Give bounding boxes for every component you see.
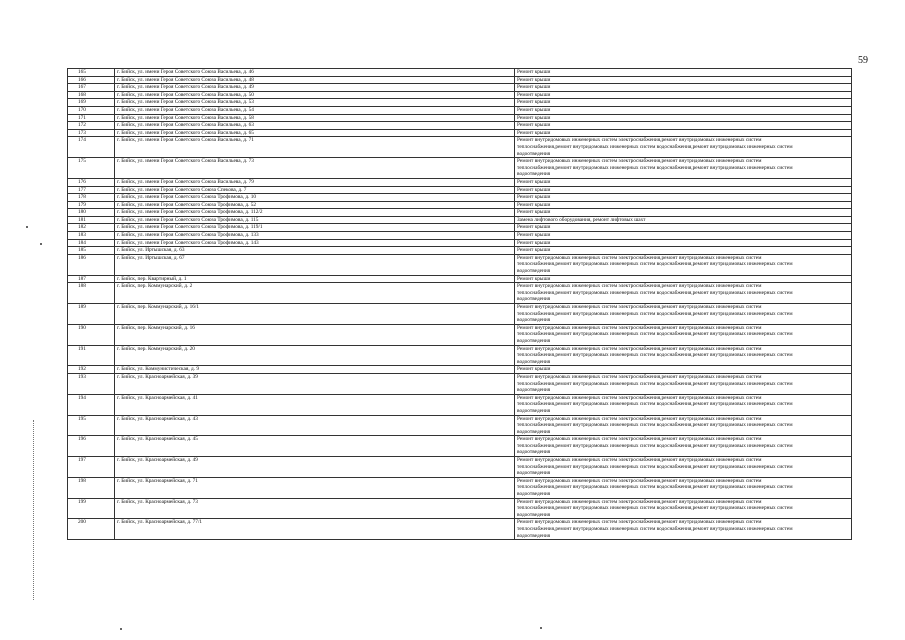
work-line: водоотведения xyxy=(517,449,551,456)
row-work-type xyxy=(515,129,852,137)
row-address: г. Бийск, ул. имени Героя Советского Союза Трофимова, д. 52 xyxy=(115,201,515,209)
row-number: 175 xyxy=(68,158,115,179)
table-row xyxy=(68,239,852,247)
work-line: Ремонт крыши xyxy=(517,91,551,98)
table-row xyxy=(68,366,852,374)
row-number: 170 xyxy=(68,106,115,114)
row-work-type xyxy=(515,201,852,209)
row-number: 180 xyxy=(68,209,115,217)
table-row xyxy=(68,69,852,77)
row-address: г. Бийск, ул. имени Героя Советского Союза Васильева, д. 79 xyxy=(115,178,515,186)
work-line: Ремонт крыши xyxy=(517,247,551,254)
row-work-type xyxy=(515,186,852,194)
row-number: 171 xyxy=(68,114,115,122)
row-address: г. Бийск, ул. имени Героя Советского Союза Васильева, д. 54 xyxy=(115,106,515,114)
table-row xyxy=(68,345,852,366)
row-address: г. Бийск, ул. Красноармейская, д. 49 xyxy=(115,457,515,478)
row-number: 196 xyxy=(68,436,115,457)
row-number: 172 xyxy=(68,122,115,130)
row-work-type xyxy=(515,216,852,224)
row-number: 176 xyxy=(68,178,115,186)
work-line: водоотведения xyxy=(517,317,551,324)
row-work-type xyxy=(515,324,852,345)
row-work-type xyxy=(515,366,852,374)
work-line: Ремонт крыши xyxy=(517,275,551,282)
row-number: 165 xyxy=(68,69,115,77)
work-line: Ремонт внутридомовых инженерных систем электроснабжения,ремонт внутридомовых инженерных систем xyxy=(517,436,762,443)
row-number: 188 xyxy=(68,283,115,304)
table-row xyxy=(68,84,852,92)
work-line: водоотведения xyxy=(517,470,551,477)
table-row xyxy=(68,254,852,275)
work-line: Ремонт крыши xyxy=(517,366,551,373)
table-row xyxy=(68,114,852,122)
work-line: водоотведения xyxy=(517,337,551,344)
work-line: водоотведения xyxy=(517,407,551,414)
row-work-type xyxy=(515,69,852,77)
table-row xyxy=(68,283,852,304)
row-address: г. Бийск, ул. Иртышская, д. 67 xyxy=(115,254,515,275)
work-line: теплоснабжения,ремонт внутридомовых инженерных систем водоснабжения,ремонт внутридомовых инженерных систем xyxy=(517,484,793,491)
work-line: Ремонт внутридомовых инженерных систем электроснабжения,ремонт внутридомовых инженерных систем xyxy=(517,324,762,331)
table-row xyxy=(68,247,852,255)
row-number: 182 xyxy=(68,224,115,232)
row-address: г. Бийск, ул. Красноармейская, д. 77/1 xyxy=(115,519,515,540)
table-row xyxy=(68,209,852,217)
row-address: г. Бийск, пер. Коммунарский, д. 20 xyxy=(115,345,515,366)
work-line: теплоснабжения,ремонт внутридомовых инженерных систем водоснабжения,ремонт внутридомовых инженерных систем xyxy=(517,164,793,171)
row-work-type xyxy=(515,519,852,540)
row-address: г. Бийск, ул. Коммунистическая, д. 9 xyxy=(115,366,515,374)
row-work-type xyxy=(515,345,852,366)
row-work-type xyxy=(515,224,852,232)
repair-registry-table xyxy=(67,68,852,540)
row-address: г. Бийск, ул. Красноармейская, д. 41 xyxy=(115,394,515,415)
table-row xyxy=(68,194,852,202)
row-address: г. Бийск, ул. имени Героя Советского Союза Васильева, д. 53 xyxy=(115,99,515,107)
table-row xyxy=(68,415,852,436)
row-address: г. Бийск, ул. имени Героя Советского Союза Васильева, д. 63 xyxy=(115,122,515,130)
row-work-type xyxy=(515,275,852,283)
work-line: Ремонт крыши xyxy=(517,84,551,91)
work-line: Ремонт внутридомовых инженерных систем электроснабжения,ремонт внутридомовых инженерных систем xyxy=(517,283,762,290)
table-row xyxy=(68,106,852,114)
table-row xyxy=(68,275,852,283)
work-line: теплоснабжения,ремонт внутридомовых инженерных систем водоснабжения,ремонт внутридомовых инженерных систем xyxy=(517,143,793,150)
row-address: г. Бийск, ул. Иртышская, д. 63 xyxy=(115,247,515,255)
work-line: Ремонт крыши xyxy=(517,122,551,129)
work-line: водоотведения xyxy=(517,268,551,275)
row-address: г. Бийск, ул. имени Героя Советского Союза Васильева, д. 71 xyxy=(115,137,515,158)
row-address: г. Бийск, пер. Квартирный, д. 1 xyxy=(115,275,515,283)
row-work-type xyxy=(515,239,852,247)
row-number: 174 xyxy=(68,137,115,158)
work-line: Ремонт внутридомовых инженерных систем электроснабжения,ремонт внутридомовых инженерных систем xyxy=(517,394,762,401)
row-address: г. Бийск, ул. Красноармейская, д. 71 xyxy=(115,477,515,498)
work-line: водоотведения xyxy=(517,511,551,518)
work-line: Ремонт внутридомовых инженерных систем электроснабжения,ремонт внутридомовых инженерных систем xyxy=(517,415,762,422)
work-line: водоотведения xyxy=(517,532,551,539)
work-line: теплоснабжения,ремонт внутридомовых инженерных систем водоснабжения,ремонт внутридомовых инженерных систем xyxy=(517,261,793,268)
table-row xyxy=(68,76,852,84)
work-line: теплоснабжения,ремонт внутридомовых инженерных систем водоснабжения,ремонт внутридомовых инженерных систем xyxy=(517,422,793,429)
table-row xyxy=(68,457,852,478)
row-number: 173 xyxy=(68,129,115,137)
work-line: водоотведения xyxy=(517,296,551,303)
table-row xyxy=(68,373,852,394)
row-work-type xyxy=(515,436,852,457)
row-work-type xyxy=(515,158,852,179)
work-line: Ремонт внутридомовых инженерных систем электроснабжения,ремонт внутридомовых инженерных систем xyxy=(517,477,762,484)
work-line: Ремонт внутридомовых инженерных систем электроснабжения,ремонт внутридомовых инженерных систем xyxy=(517,304,762,310)
row-address: г. Бийск, ул. имени Героя Советского Союза Васильева, д. 65 xyxy=(115,129,515,137)
row-work-type xyxy=(515,122,852,130)
table-row xyxy=(68,324,852,345)
page-number: 59 xyxy=(858,55,868,66)
work-line: Ремонт крыши xyxy=(517,106,551,113)
work-line: Ремонт крыши xyxy=(517,194,551,201)
row-address: г. Бийск, ул. имени Героя Советского Союза Трофимова, д. 143 xyxy=(115,239,515,247)
work-line: Ремонт крыши xyxy=(517,186,551,193)
work-line: водоотведения xyxy=(517,428,551,435)
work-line: водоотведения xyxy=(517,358,551,365)
row-work-type xyxy=(515,76,852,84)
table-row xyxy=(68,224,852,232)
table-row xyxy=(68,232,852,240)
work-line: Ремонт крыши xyxy=(517,224,551,231)
row-address: г. Бийск, ул. имени Героя Советского Союза Трофимова, д. 10 xyxy=(115,194,515,202)
row-number: 192 xyxy=(68,366,115,374)
work-line: Ремонт крыши xyxy=(517,232,551,239)
row-number: 187 xyxy=(68,275,115,283)
row-work-type xyxy=(515,457,852,478)
row-number: 197 xyxy=(68,457,115,478)
table-row xyxy=(68,122,852,130)
row-work-type xyxy=(515,99,852,107)
row-address: г. Бийск, ул. имени Героя Советского Союза Васильева, д. 58 xyxy=(115,114,515,122)
row-work-type xyxy=(515,178,852,186)
work-line: Ремонт крыши xyxy=(517,209,551,216)
work-line: Ремонт крыши xyxy=(517,76,551,83)
row-address: г. Бийск, ул. имени Героя Советского Союза Васильева, д. 49 xyxy=(115,84,515,92)
work-line: теплоснабжения,ремонт внутридомовых инженерных систем водоснабжения,ремонт внутридомовых инженерных систем xyxy=(517,331,793,338)
row-number: 181 xyxy=(68,216,115,224)
row-number: 184 xyxy=(68,239,115,247)
row-address: г. Бийск, ул. Красноармейская, д. 39 xyxy=(115,373,515,394)
row-address: г. Бийск, ул. имени Героя Советского Союза Трофимова, д. 112/2 xyxy=(115,209,515,217)
row-work-type xyxy=(515,91,852,99)
scan-speck xyxy=(540,627,542,629)
row-number: 185 xyxy=(68,247,115,255)
table-row xyxy=(68,216,852,224)
work-line: Ремонт крыши xyxy=(517,129,551,136)
row-address: г. Бийск, ул. Красноармейская, д. 45 xyxy=(115,436,515,457)
work-line: водоотведения xyxy=(517,387,551,394)
table-row xyxy=(68,137,852,158)
table-row xyxy=(68,394,852,415)
row-work-type xyxy=(515,283,852,304)
row-number: 178 xyxy=(68,194,115,202)
table-row xyxy=(68,178,852,186)
row-work-type xyxy=(515,114,852,122)
row-address: г. Бийск, ул. имени Героя Советского Союза Спекова, д. 7 xyxy=(115,186,515,194)
row-number: 194 xyxy=(68,394,115,415)
work-line: водоотведения xyxy=(517,150,551,157)
work-line: Ремонт внутридомовых инженерных систем электроснабжения,ремонт внутридомовых инженерных систем xyxy=(517,498,762,505)
row-address: г. Бийск, ул. имени Героя Советского Союза Трофимова, д. 119/1 xyxy=(115,224,515,232)
row-number: 198 xyxy=(68,477,115,498)
table-row xyxy=(68,129,852,137)
row-work-type xyxy=(515,373,852,394)
row-work-type xyxy=(515,394,852,415)
table-row xyxy=(68,99,852,107)
work-line: теплоснабжения,ремонт внутридомовых инженерных систем водоснабжения,ремонт внутридомовых инженерных систем xyxy=(517,401,793,408)
table-row xyxy=(68,91,852,99)
work-line: Ремонт крыши xyxy=(517,69,551,75)
work-line: водоотведения xyxy=(517,171,551,178)
work-line: Ремонт крыши xyxy=(517,239,551,246)
row-work-type xyxy=(515,254,852,275)
row-number: 190 xyxy=(68,324,115,345)
row-work-type xyxy=(515,106,852,114)
work-line: Ремонт крыши xyxy=(517,178,551,185)
work-line: Ремонт внутридомовых инженерных систем электроснабжения,ремонт внутридомовых инженерных систем xyxy=(517,345,762,352)
row-address: г. Бийск, пер. Коммунарский, д. 2 xyxy=(115,283,515,304)
row-address: г. Бийск, пер. Коммунарский, д. 16 xyxy=(115,324,515,345)
work-line: Ремонт крыши xyxy=(517,99,551,106)
row-work-type xyxy=(515,194,852,202)
table-row xyxy=(68,158,852,179)
table-row xyxy=(68,201,852,209)
row-number: 191 xyxy=(68,345,115,366)
work-line: Ремонт внутридомовых инженерных систем электроснабжения,ремонт внутридомовых инженерных систем xyxy=(517,254,762,261)
table-row xyxy=(68,186,852,194)
row-number: 183 xyxy=(68,232,115,240)
row-address: г. Бийск, ул. Красноармейская, д. 73 xyxy=(115,498,515,519)
row-work-type xyxy=(515,247,852,255)
work-line: Ремонт внутридомовых инженерных систем электроснабжения,ремонт внутридомовых инженерных систем xyxy=(517,373,762,380)
scan-speck xyxy=(26,226,28,228)
row-number: 186 xyxy=(68,254,115,275)
row-address: г. Бийск, ул. имени Героя Советского Союза Трофимова, д. 133 xyxy=(115,232,515,240)
work-line: теплоснабжения,ремонт внутридомовых инженерных систем водоснабжения,ремонт внутридомовых инженерных систем xyxy=(517,289,793,296)
row-work-type xyxy=(515,84,852,92)
row-work-type xyxy=(515,415,852,436)
work-line: Ремонт крыши xyxy=(517,114,551,121)
work-line: Ремонт внутридомовых инженерных систем электроснабжения,ремонт внутридомовых инженерных систем xyxy=(517,158,762,165)
work-line: теплоснабжения,ремонт внутридомовых инженерных систем водоснабжения,ремонт внутридомовых инженерных систем xyxy=(517,526,793,532)
row-work-type xyxy=(515,304,852,325)
row-address: г. Бийск, ул. Красноармейская, д. 43 xyxy=(115,415,515,436)
row-number: 166 xyxy=(68,76,115,84)
row-address: г. Бийск, ул. имени Героя Советского Союза Васильева, д. 50 xyxy=(115,91,515,99)
work-line: теплоснабжения,ремонт внутридомовых инженерных систем водоснабжения,ремонт внутридомовых инженерных систем xyxy=(517,442,793,449)
work-line: теплоснабжения,ремонт внутридомовых инженерных систем водоснабжения,ремонт внутридомовых инженерных систем xyxy=(517,380,793,387)
registry-body xyxy=(68,69,852,540)
work-line: Ремонт внутридомовых инженерных систем электроснабжения,ремонт внутридомовых инженерных систем xyxy=(517,137,762,144)
work-line: теплоснабжения,ремонт внутридомовых инженерных систем водоснабжения,ремонт внутридомовых инженерных систем xyxy=(517,352,793,359)
table-row xyxy=(68,477,852,498)
row-number: 179 xyxy=(68,201,115,209)
row-address: г. Бийск, ул. имени Героя Советского Союза Трофимова, д. 115 xyxy=(115,216,515,224)
row-number: 193 xyxy=(68,373,115,394)
work-line: теплоснабжения,ремонт внутридомовых инженерных систем водоснабжения,ремонт внутридомовых инженерных систем xyxy=(517,310,793,317)
scan-margin-line xyxy=(33,420,34,600)
scan-speck xyxy=(40,243,42,245)
row-work-type xyxy=(515,477,852,498)
row-number: 189 xyxy=(68,304,115,325)
row-work-type xyxy=(515,137,852,158)
row-work-type xyxy=(515,232,852,240)
work-line: теплоснабжения,ремонт внутридомовых инженерных систем водоснабжения,ремонт внутридомовых инженерных систем xyxy=(517,505,793,512)
table-row xyxy=(68,436,852,457)
row-number: 169 xyxy=(68,99,115,107)
work-line: Ремонт внутридомовых инженерных систем электроснабжения,ремонт внутридомовых инженерных систем xyxy=(517,457,762,464)
table-row xyxy=(68,304,852,325)
row-number: 177 xyxy=(68,186,115,194)
table-row xyxy=(68,498,852,519)
row-address: г. Бийск, ул. имени Героя Советского Союза Васильева, д. 48 xyxy=(115,76,515,84)
work-line: теплоснабжения,ремонт внутридомовых инженерных систем водоснабжения,ремонт внутридомовых инженерных систем xyxy=(517,463,793,470)
table-row xyxy=(68,519,852,540)
work-line: Замена лифтового оборудования, ремонт лифтовых шахт xyxy=(517,216,646,223)
row-number: 168 xyxy=(68,91,115,99)
row-address: г. Бийск, ул. имени Героя Советского Союза Васильева, д. 46 xyxy=(115,69,515,77)
work-line: Ремонт крыши xyxy=(517,201,551,208)
work-line: водоотведения xyxy=(517,491,551,498)
scan-speck xyxy=(120,628,122,630)
row-address: г. Бийск, ул. имени Героя Советского Союза Васильева, д. 73 xyxy=(115,158,515,179)
work-line: Ремонт внутридомовых инженерных систем электроснабжения,ремонт внутридомовых инженерных систем xyxy=(517,519,762,526)
row-address: г. Бийск, пер. Коммунарский, д. 16/1 xyxy=(115,304,515,325)
row-number: 167 xyxy=(68,84,115,92)
row-number: 195 xyxy=(68,415,115,436)
row-number: 200 xyxy=(68,519,115,540)
row-work-type xyxy=(515,209,852,217)
row-number: 199 xyxy=(68,498,115,519)
row-work-type xyxy=(515,498,852,519)
